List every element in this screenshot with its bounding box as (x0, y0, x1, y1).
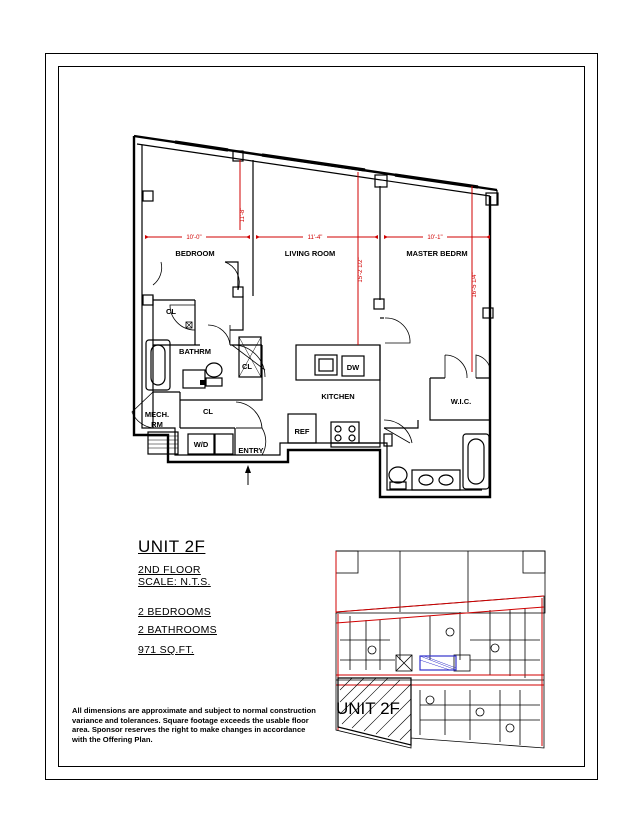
dim-master-width: 10'-1" (427, 235, 443, 241)
label-kitchen: KITCHEN (321, 392, 355, 401)
floor-label: 2ND FLOOR (138, 564, 201, 576)
disclaimer-text: All dimensions are approximate and subject to normal construction variance and tolerances. Square footage exceeds the usable floor area. Sponsor reserves the right to make changes in accordance with the Offering Plan. (72, 706, 316, 744)
dim-living-depth: 15'-2 1/2" (358, 257, 364, 283)
label-walk-in-closet: W.I.C. (450, 397, 472, 406)
label-master-bedroom: MASTER BEDRM (406, 249, 468, 258)
label-closet-hall: CL (203, 407, 213, 416)
label-washer-dryer: W/D (193, 440, 209, 449)
label-entry: ENTRY (238, 446, 264, 455)
keyplan-unit-label: UNIT 2F (336, 699, 400, 718)
label-dishwasher: DW (346, 363, 360, 372)
bathrooms-count: 2 BATHROOMS (138, 624, 217, 636)
label-closet-bath: CL (242, 362, 252, 371)
dim-master-depth: 16'-5 1/4" (472, 272, 478, 298)
label-refrigerator: REF (294, 427, 310, 436)
label-bedroom: BEDROOM (175, 249, 215, 258)
square-footage: 971 SQ.FT. (138, 644, 195, 656)
label-mech-room-2: RM (151, 420, 163, 429)
bedrooms-count: 2 BEDROOMS (138, 606, 212, 618)
label-bathroom: BATHRM (179, 347, 211, 356)
label-closet-bedroom: CL (166, 307, 176, 316)
label-living-room: LIVING ROOM (284, 249, 336, 258)
dim-bedroom-width: 10'-0" (186, 235, 202, 241)
unit-title: UNIT 2F (138, 537, 206, 556)
dim-bedroom-depth: 11'-8" (240, 207, 246, 223)
label-mech-room-1: MECH. (144, 410, 170, 419)
scale-label: SCALE: N.T.S. (138, 576, 211, 588)
dim-living-width: 11'-4" (307, 235, 323, 241)
